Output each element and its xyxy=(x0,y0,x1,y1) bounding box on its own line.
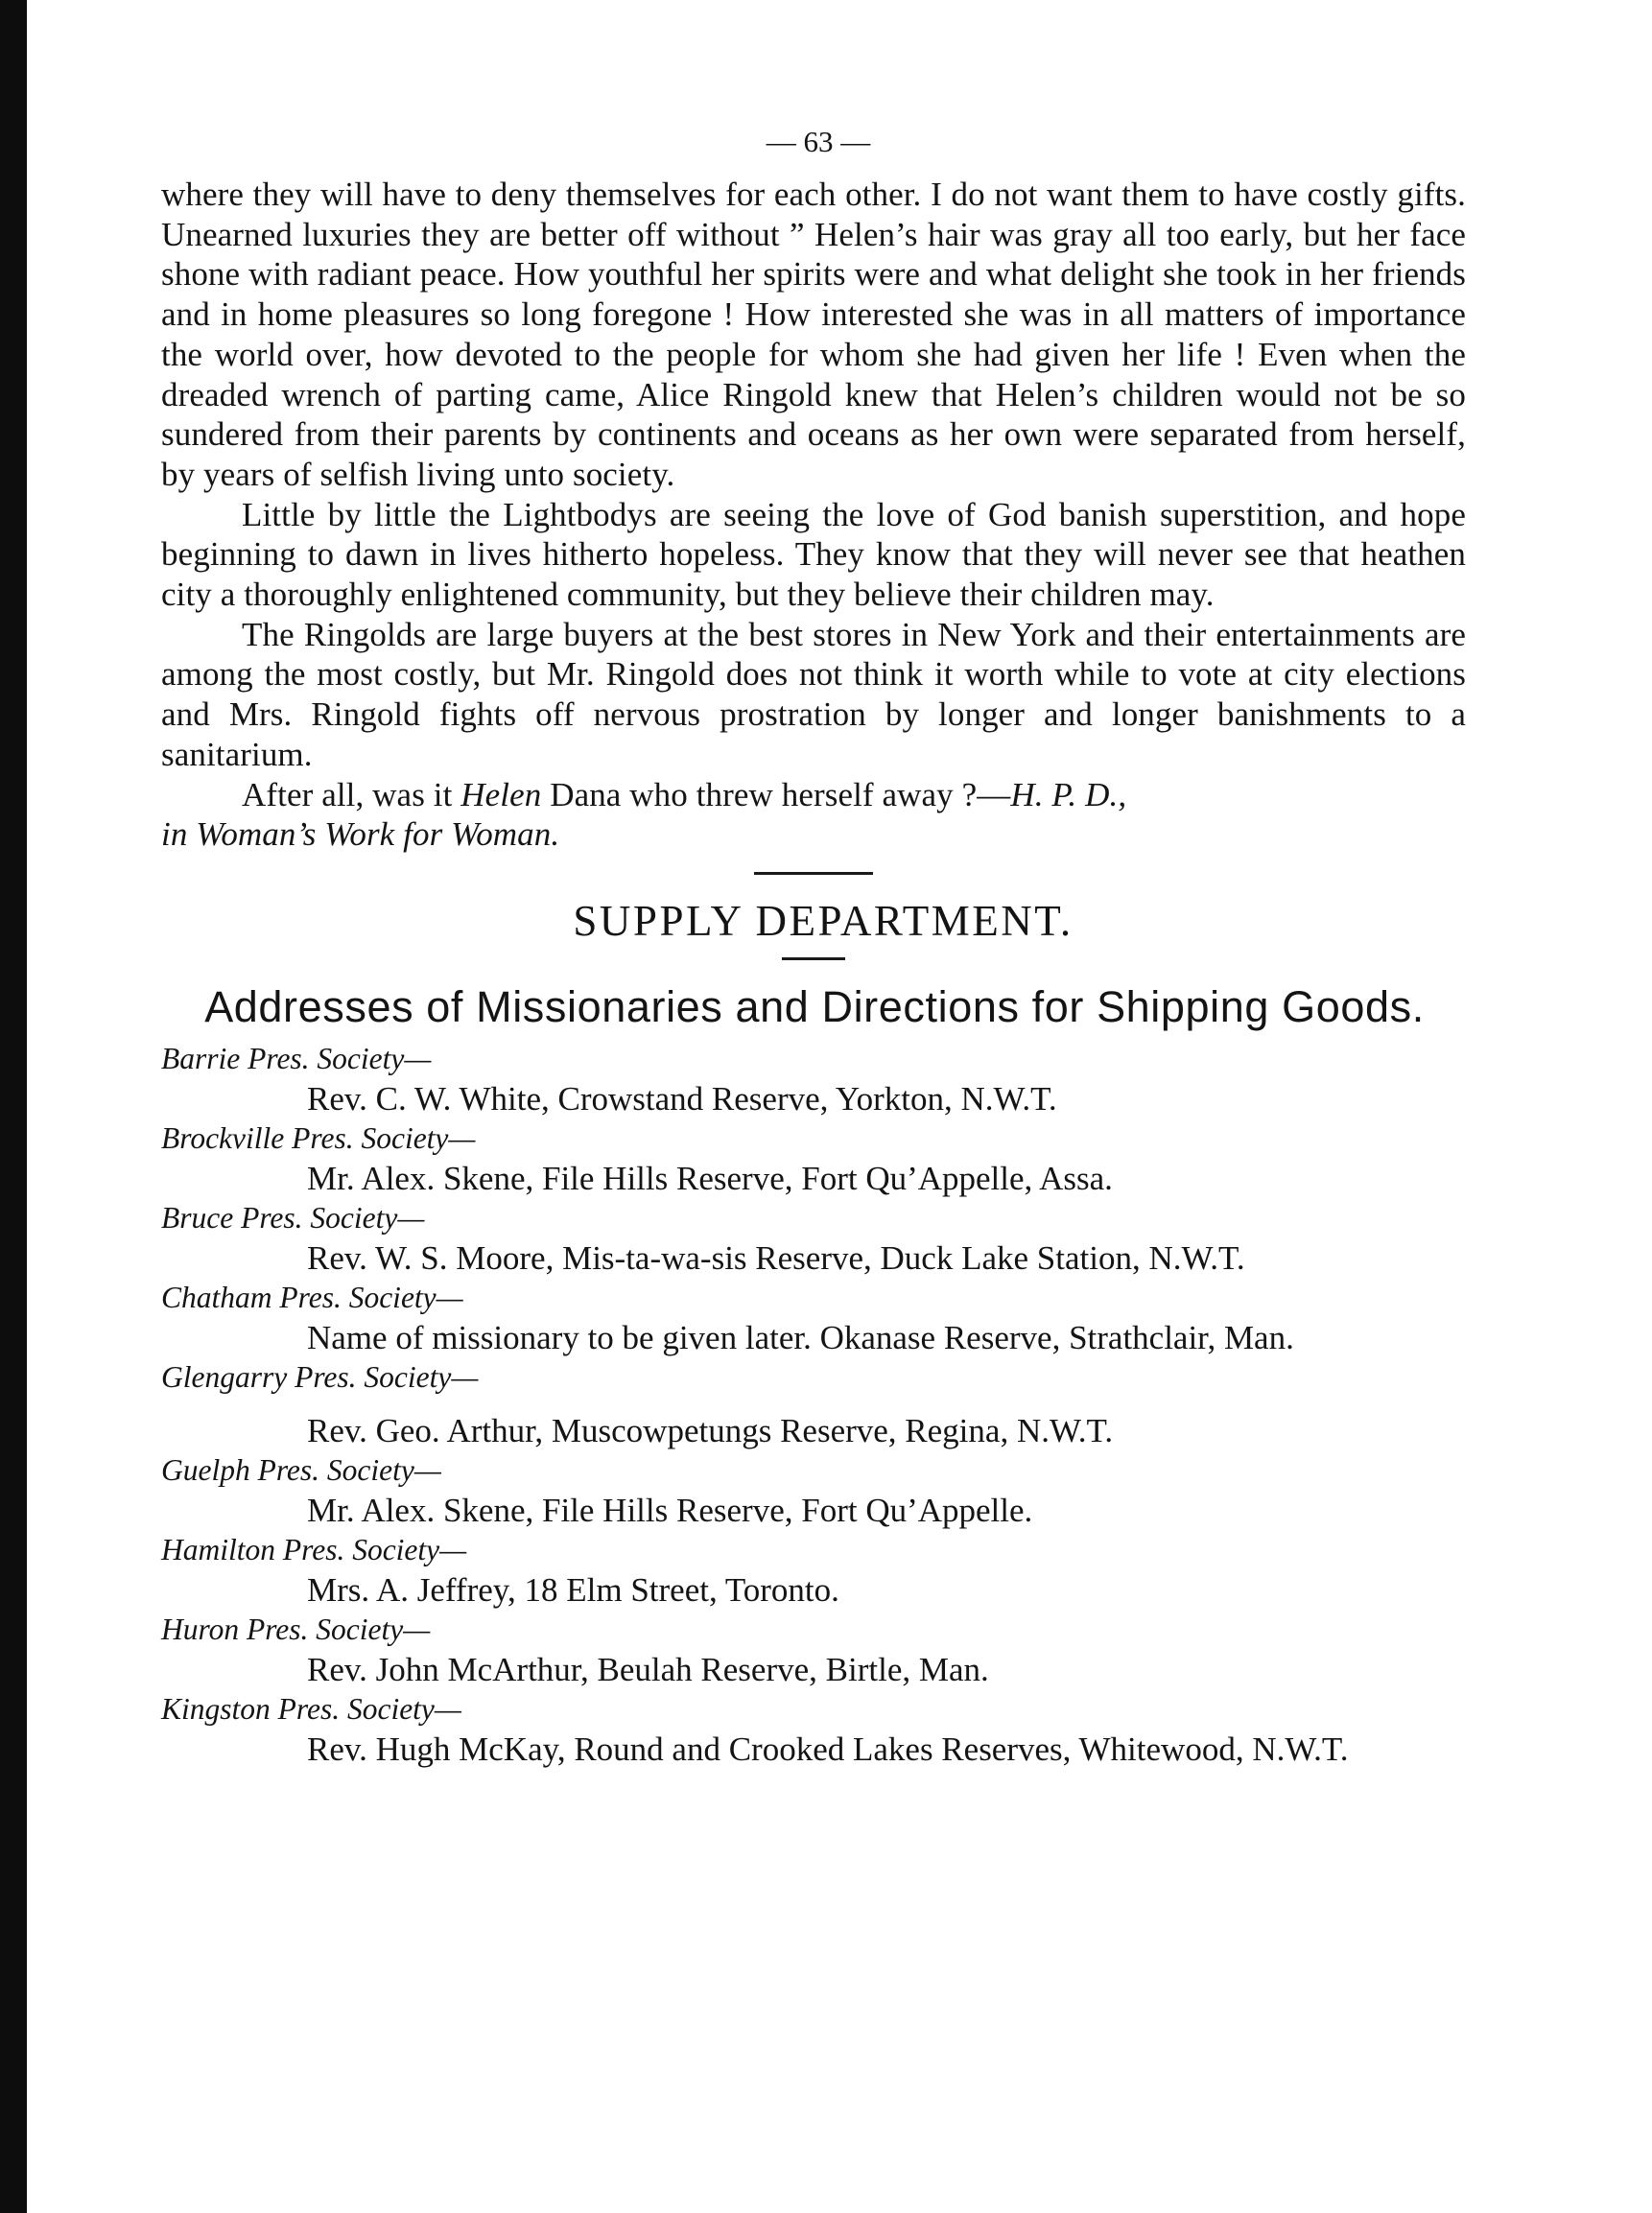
page-binding-edge xyxy=(0,0,27,2213)
paragraph-2: Little by little the Lightbodys are seeing the love of God banish superstition, and hope beginning to dawn in lives hitherto hopeless. They know that they will never see that heathen city a thoroughly enlightened community, but they believe their children may. xyxy=(161,495,1466,614)
page-number: — 63 — xyxy=(766,125,871,158)
paragraph-1: where they will have to deny themselves for each other. I do not want them to have costly gifts. Unearned luxuries they are better off without ” Helen’s hair was gray all too early, but her face shone with radiant peace. How youthful her spirits were and what delight she took in her friends and in home pleasures so long foregone ! How interested she was in all matters of importance the world over, how devoted to the people for whom she had given her life ! Even when the dreaded wrench of parting came, Alice Ringold knew that Helen’s children would not be so sundered from their parents by continents and oceans as her own were separated from herself, by years of selfish living unto society. xyxy=(161,176,1466,493)
article-source xyxy=(161,814,1466,855)
paragraph-4-start: After all, was it xyxy=(242,775,461,813)
society-name: Brockville Pres. Society— xyxy=(161,1120,476,1155)
society-name: Bruce Pres. Society— xyxy=(161,1200,425,1235)
missionary-address: Rev. Geo. Arthur, Muscowpetungs Reserve, Regina, N.W.T. xyxy=(307,1411,1114,1449)
section-title: SUPPLY DEPARTMENT. xyxy=(573,896,1074,945)
list-item xyxy=(161,1357,1466,1450)
paragraph-4-name: Helen xyxy=(460,775,542,813)
list-item xyxy=(161,1450,1466,1530)
society-name: Huron Pres. Society— xyxy=(161,1612,431,1646)
list-item xyxy=(161,1039,1466,1118)
list-item xyxy=(161,1118,1466,1198)
missionary-address: Mrs. A. Jeffrey, 18 Elm Street, Toronto. xyxy=(307,1570,839,1609)
address-list xyxy=(161,1039,1466,1769)
society-name: Hamilton Pres. Society— xyxy=(161,1532,467,1566)
missionary-address: Rev. W. S. Moore, Mis-ta-wa-sis Reserve, Duck Lake Station, N.W.T. xyxy=(307,1238,1245,1277)
document-page xyxy=(161,123,1466,1769)
section-divider xyxy=(754,872,873,875)
society-name: Guelph Pres. Society— xyxy=(161,1452,441,1487)
list-item xyxy=(161,1610,1466,1689)
society-name: Chatham Pres. Society— xyxy=(161,1280,463,1314)
missionary-address: Rev. John McArthur, Beulah Reserve, Birtle, Man. xyxy=(307,1650,989,1688)
list-item xyxy=(161,1278,1466,1357)
article-text xyxy=(161,175,1466,855)
section-subtitle: Addresses of Missionaries and Directions for Shipping Goods. xyxy=(204,981,1425,1031)
list-item xyxy=(161,1689,1466,1769)
author-initials: H. P. D., xyxy=(1010,775,1127,813)
article-source-text: in Woman’s Work for Woman. xyxy=(161,815,560,854)
missionary-address: Mr. Alex. Skene, File Hills Reserve, Fort Qu’Appelle, Assa. xyxy=(307,1159,1113,1197)
missionary-address: Name of missionary to be given later. Okanase Reserve, Strathclair, Man. xyxy=(307,1318,1294,1356)
missionary-address: Rev. Hugh McKay, Round and Crooked Lakes Reserves, Whitewood, N.W.T. xyxy=(307,1730,1349,1768)
paragraph-3: The Ringolds are large buyers at the best stores in New York and their entertainments are among the most costly, but Mr. Ringold does not think it worth while to vote at city elections and Mrs. Ringold fights off nervous prostration by longer and longer banishments to a sanitarium. xyxy=(161,615,1466,773)
society-name: Kingston Pres. Society— xyxy=(161,1691,461,1726)
paragraph-4-mid: Dana who threw herself away ?— xyxy=(541,775,1011,813)
missionary-address: Mr. Alex. Skene, File Hills Reserve, Fort Qu’Appelle. xyxy=(307,1491,1033,1529)
paragraph-4 xyxy=(161,775,1466,815)
society-name: Glengarry Pres. Society— xyxy=(161,1359,479,1394)
society-name: Barrie Pres. Society— xyxy=(161,1041,432,1075)
missionary-address: Rev. C. W. White, Crowstand Reserve, Yorkton, N.W.T. xyxy=(307,1079,1057,1118)
list-item xyxy=(161,1198,1466,1278)
list-item xyxy=(161,1530,1466,1610)
title-divider xyxy=(782,957,845,960)
